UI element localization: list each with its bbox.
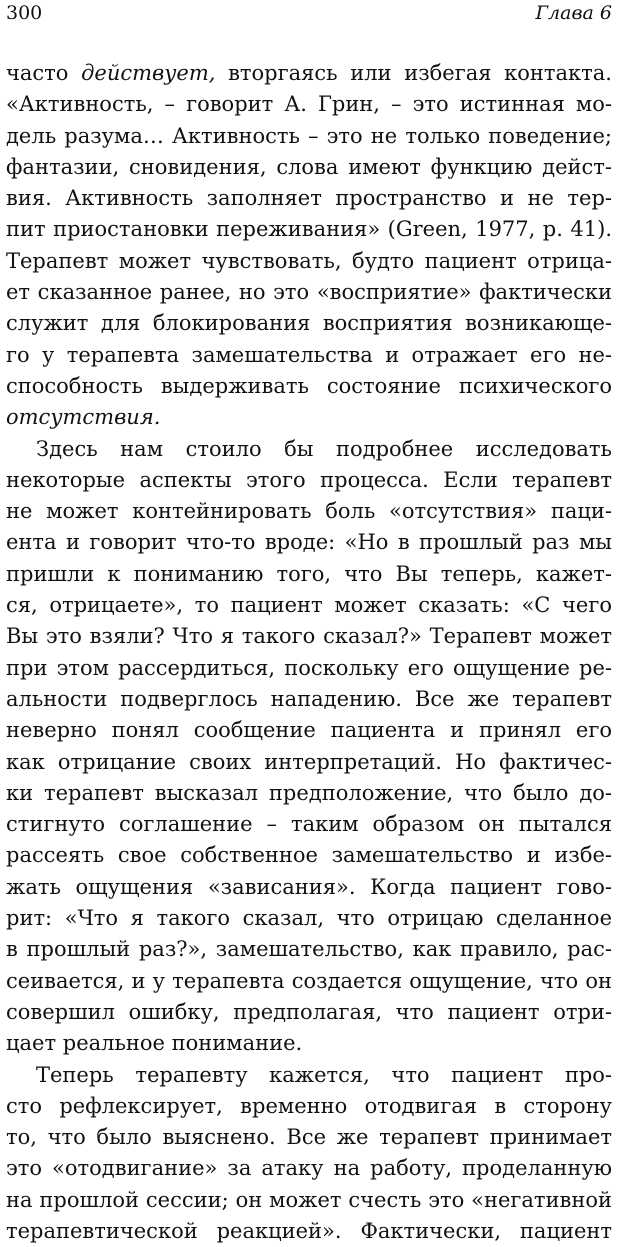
text-line: некоторые аспекты этого процесса. Если терапевт <box>6 467 612 492</box>
text-line: неверно понял сообщение пациента и принял его <box>6 718 612 743</box>
text-line: совершил ошибку, предполагая, что пациент отри- <box>6 999 612 1024</box>
text-line: го у терапевта замешательства и отражает его не- <box>6 342 612 367</box>
text-line: сеивается, и у терапевта создается ощущение, что он <box>6 968 612 993</box>
text-line: «Активность, – говорит А. Грин, – это истинная мо- <box>6 92 612 117</box>
text-line: часто действует, вторгаясь или избегая контакта. <box>6 61 612 85</box>
text-line: Здесь нам стоило бы подробнее исследовать <box>36 436 612 461</box>
text-line: не может контейнировать боль «отсутствия» паци- <box>6 499 612 524</box>
text-line: как отрицание своих интерпретаций. Но фактичес- <box>6 749 612 774</box>
text-line: цает реальное понимание. <box>6 1031 303 1056</box>
text-line: то, что было выяснено. Все же терапевт принимает <box>6 1125 612 1150</box>
text-line: ента и говорит что-то вроде: «Но в прошлый раз мы <box>6 530 612 555</box>
text-line: в прошлый раз?», замешательство, как правило, рас- <box>6 937 612 962</box>
text-line: пришли к пониманию того, что Вы теперь, кажет- <box>6 561 612 586</box>
text-line: отсутствия. <box>6 405 161 430</box>
text-line: Терапевт может чувствовать, будто пациент отрица- <box>6 248 612 273</box>
text-line: альности подверглось нападению. Все же терапевт <box>6 686 612 711</box>
text-line: ет сказанное ранее, но это «восприятие» фактически <box>6 280 612 305</box>
text-line: способность выдерживать состояние психического <box>6 373 612 398</box>
page-header <box>6 0 612 30</box>
text-line: фантазии, сновидения, слова имеют функцию дейст- <box>6 154 612 179</box>
text-line: это «отодвигание» за атаку на работу, проделанную <box>6 1156 612 1181</box>
text-line: ки терапевт высказал предположение, что было до- <box>6 780 612 805</box>
text-line: при этом рассердиться, поскольку его ощущение ре- <box>6 655 612 680</box>
text-line: служит для блокирования восприятия возникающе- <box>6 311 612 336</box>
text-line: жать ощущения «зависания». Когда пациент гово- <box>6 874 612 899</box>
text-line: рассеять свое собственное замешательство и избе- <box>6 843 612 868</box>
page-number: 300 <box>6 2 43 24</box>
body-text <box>6 58 612 1247</box>
text-line: ся, отрицаете», то пациент может сказать: «С чего <box>6 593 612 618</box>
text-line: пит приостановки переживания» (Green, 1977, p. 41). <box>6 217 612 242</box>
text-line: терапевтической реакцией». Фактически, пациент <box>6 1218 612 1243</box>
text-line: вия. Активность заполняет пространство и не тер- <box>6 186 612 211</box>
text-line: на прошлой сессии; он может счесть это «негативной <box>6 1187 612 1212</box>
text-line: Вы это взяли? Что я такого сказал?» Терапевт может <box>6 624 612 649</box>
chapter-title: Глава 6 <box>535 2 612 24</box>
text-line: стигнуто соглашение – таким образом он пытался <box>6 812 612 837</box>
text-line: сто рефлексирует, временно отодвигая в сторону <box>6 1093 612 1118</box>
text-line: дель разума… Активность – это не только поведение; <box>6 123 612 148</box>
text-line: Теперь терапевту кажется, что пациент про- <box>36 1062 612 1087</box>
text-line: рит: «Что я такого сказал, что отрицаю сделанное <box>6 906 612 931</box>
